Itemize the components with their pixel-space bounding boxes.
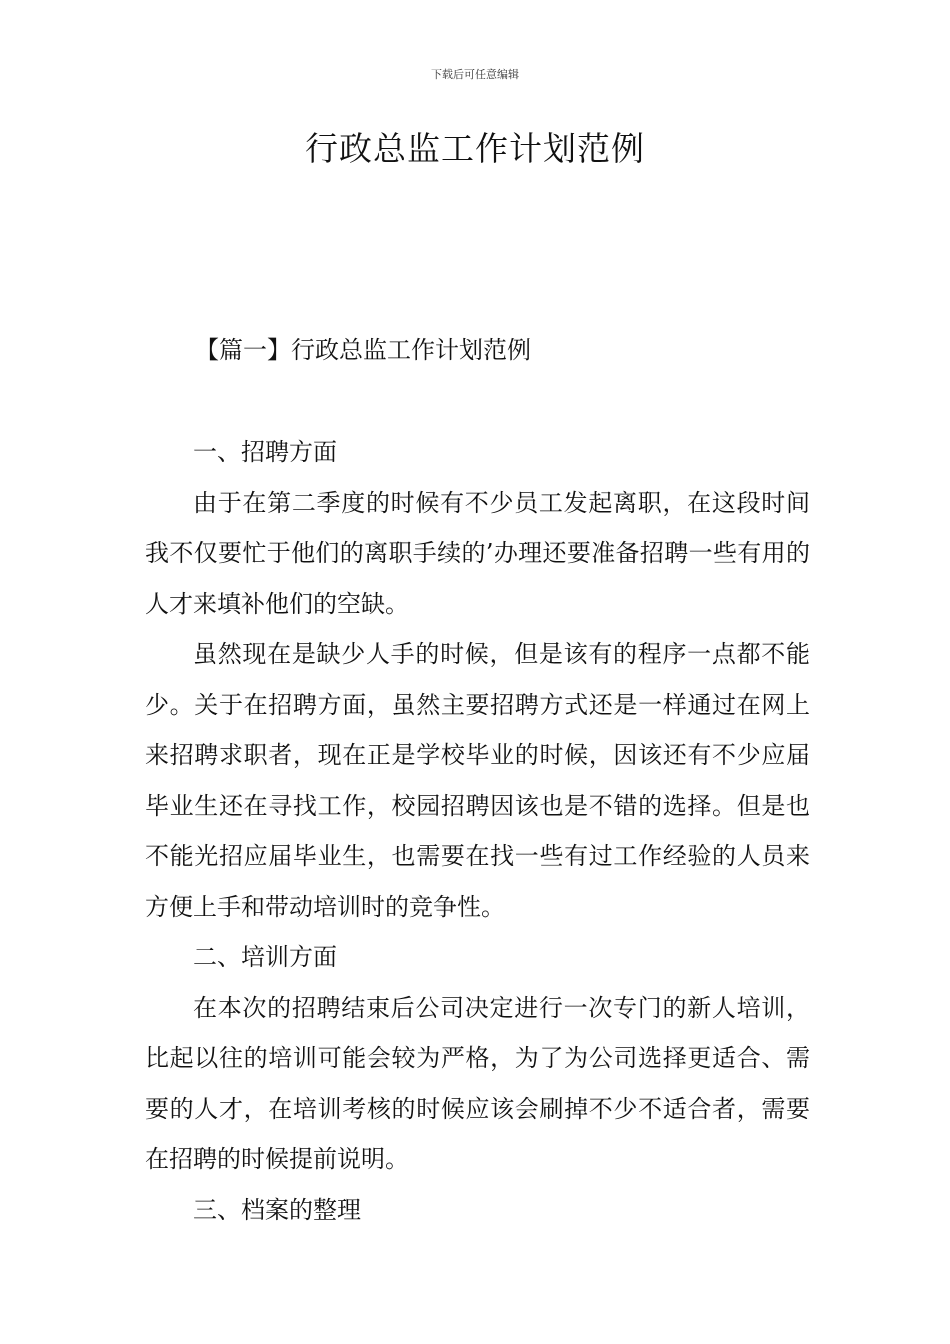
header-note: 下载后可任意编辑 bbox=[431, 68, 519, 81]
heading-recruitment: 一、招聘方面 bbox=[193, 438, 337, 466]
heading-archives: 三、档案的整理 bbox=[193, 1195, 361, 1224]
paragraph-training: 在本次的招聘结束后公司决定进行一次专门的新人培训，比起以往的培训可能会较为严格，为了为公司选择更适合、需要的人才，在培训考核的时候应该会刷掉不少不适合者，需要在招聘的时候提前说明。 bbox=[145, 993, 810, 1173]
paragraph-recruitment-detail: 虽然现在是缺少人手的时候，但是该有的程序一点都不能少。关于在招聘方面，虽然主要招聘方式还是一样通过在网上来招聘求职者，现在正是学校毕业的时候，因该还有不少应届毕业生还在寻找工作，校园招聘因该也是不错的选择。但是也不能光招应届毕业生，也需要在找一些有过工作经验的人员来方便上手和带动培训时的竞争性。 bbox=[145, 640, 810, 921]
paragraph-recruitment-intro: 由于在第二季度的时候有不少员工发起离职，在这段时间我不仅要忙于他们的离职手续的’办理还要准备招聘一些有用的人才来填补他们的空缺。 bbox=[145, 488, 810, 618]
document-title: 行政总监工作计划范例 bbox=[305, 129, 645, 168]
heading-training: 二、培训方面 bbox=[193, 943, 337, 971]
section-heading: 【篇一】行政总监工作计划范例 bbox=[195, 336, 531, 364]
document-body bbox=[145, 427, 810, 1235]
